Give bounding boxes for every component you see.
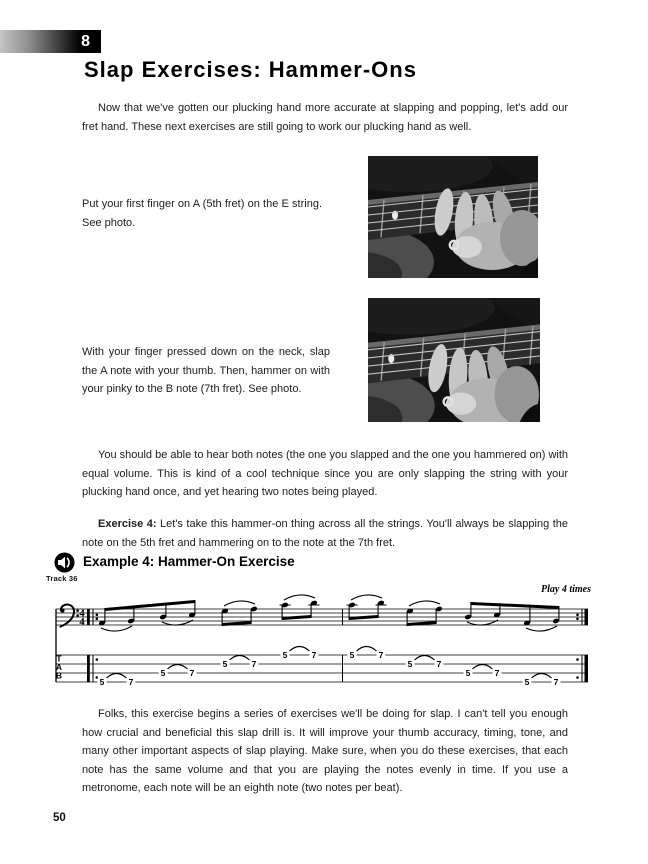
svg-text:5: 5	[407, 659, 413, 669]
svg-text:5: 5	[99, 677, 105, 687]
play-instruction: Play 4 times	[541, 584, 591, 595]
example-heading: Example 4: Hammer-On Exercise	[83, 554, 295, 569]
chapter-tab	[0, 30, 101, 53]
page-title: Slap Exercises: Hammer-Ons	[84, 57, 417, 82]
photo1-caption: Put your first finger on A (5th fret) on the E string. See photo.	[82, 198, 322, 229]
exercise4-text: Let's take this hammer-on thing across all the strings. You'll always be slapping the note on the 5th fret and hammering on to the note at the 7th fret.	[82, 518, 568, 549]
svg-text:A: A	[55, 662, 63, 673]
svg-text:5: 5	[160, 668, 166, 678]
svg-text:7: 7	[378, 650, 384, 660]
svg-text:B: B	[55, 670, 63, 681]
audio-speaker-icon	[54, 552, 75, 573]
svg-text:4: 4	[79, 616, 85, 628]
svg-text:7: 7	[251, 659, 257, 669]
exercise4-paragraph	[82, 515, 568, 552]
svg-text:7: 7	[311, 650, 317, 660]
svg-text:7: 7	[128, 677, 134, 687]
track-number-label: Track 36	[46, 574, 78, 583]
photo2-caption: With your finger pressed down on the neck, slap the A note with your thumb. Then, hammer on with your pinky to the B note (7th fret). See photo.	[82, 346, 330, 395]
svg-text:7: 7	[436, 659, 442, 669]
closing-paragraph: Folks, this exercise begins a series of exercises we'll be doing for slap. I can't tell you enough how crucial and beneficial this slap drill is. It will improve your thumb accuracy, timing, tone, and many other important aspects of slap playing. Make sure, when you do these exercises, that each note has the same volume and that you are playing the notes evenly in time. If you use a metronome, each note will be an eighth note (two notes per beat).	[82, 708, 568, 794]
svg-text:5: 5	[349, 650, 355, 660]
music-notation-staff	[0, 575, 648, 695]
chapter-number: 8	[81, 32, 90, 50]
svg-text:7: 7	[189, 668, 195, 678]
bass-neck-photo-2	[368, 298, 540, 422]
hear-both-paragraph: You should be able to hear both notes (the one you slapped and the one you hammered on) with equal volume. This is kind of a cool technique since you are only slapping the string with your plucking hand once, and yet hearing two notes being played.	[82, 449, 568, 498]
svg-text:7: 7	[494, 668, 500, 678]
svg-text:5: 5	[222, 659, 228, 669]
bass-neck-photo-1	[368, 156, 538, 278]
exercise4-label: Exercise 4:	[98, 518, 157, 530]
svg-text:5: 5	[524, 677, 530, 687]
intro-paragraph: Now that we've gotten our plucking hand more accurate at slapping and popping, let's add our fret hand. These next exercises are still going to work our plucking hand as well.	[82, 102, 568, 133]
svg-text:T: T	[56, 653, 62, 664]
svg-text:7: 7	[553, 677, 559, 687]
svg-text:5: 5	[465, 668, 471, 678]
svg-text:4: 4	[79, 608, 85, 620]
svg-text:5: 5	[282, 650, 288, 660]
page-number: 50	[53, 812, 66, 824]
